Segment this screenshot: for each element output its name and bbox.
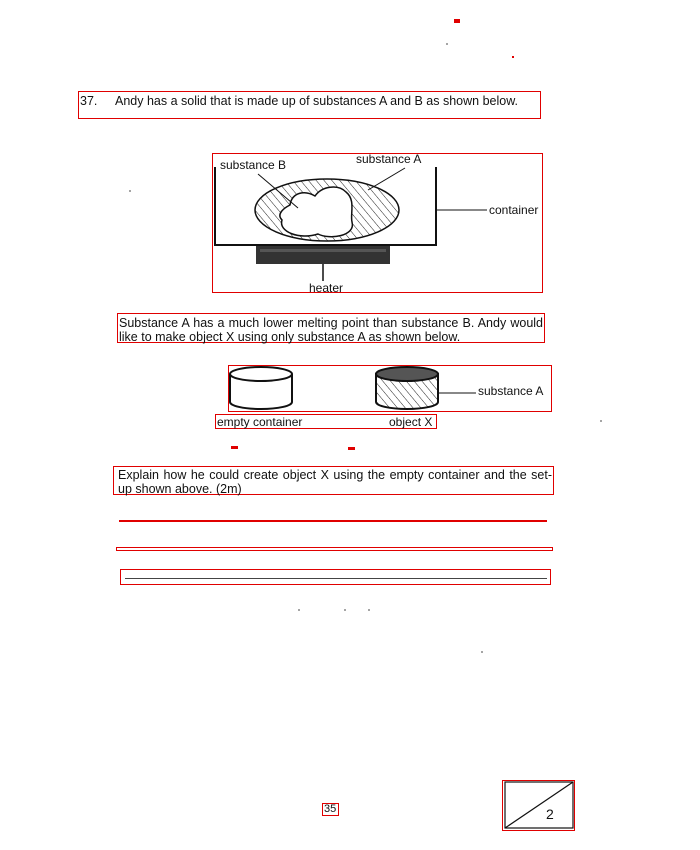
task-text: Explain how he could create object X using the empty container and the set-up shown above. (2m) [118, 468, 552, 496]
label-container: container [489, 203, 539, 217]
question-intro-text: Andy has a solid that is made up of substances A and B as shown below. [115, 94, 519, 108]
label-object-x: object X [389, 415, 433, 429]
page-number: 35 [324, 803, 337, 815]
label-heater: heater [309, 281, 344, 295]
label-substance-a: substance A [356, 152, 422, 166]
score-box-value: 2 [546, 806, 554, 822]
property-text: Substance A has a much lower melting point than substance B. Andy would like to make object X using only substance A as shown below. [119, 316, 543, 344]
label-substance-b: substance B [220, 158, 287, 172]
question-number: 37. [80, 94, 98, 108]
label-empty-container: empty container [217, 415, 303, 429]
label-substance-a-2: substance A [478, 384, 544, 398]
